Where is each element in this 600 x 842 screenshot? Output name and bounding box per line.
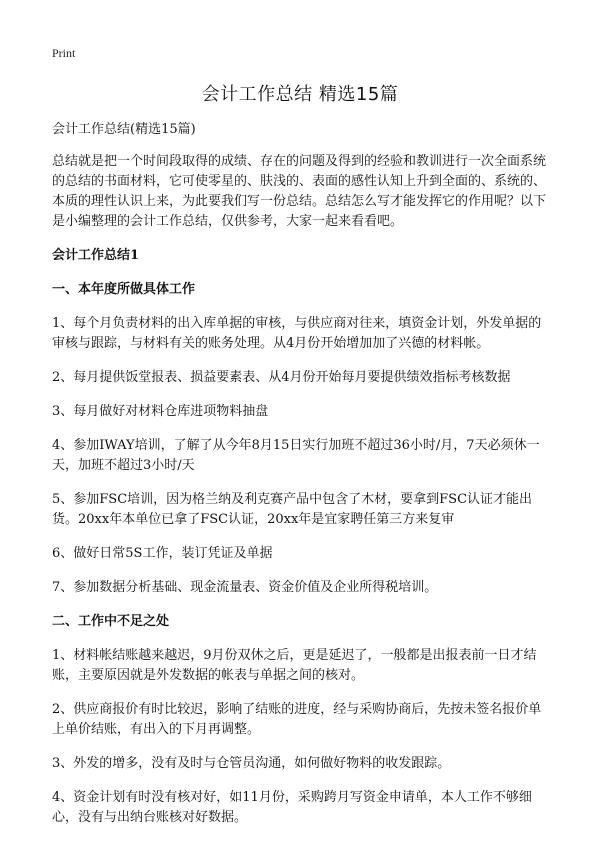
- print-label: Print: [52, 46, 76, 60]
- list-item: 3、外发的增多，没有及时与仓管员沟通，如何做好物料的收发跟踪。: [52, 756, 451, 771]
- list-item: 1、材料帐结账越来越迟，9月份双休之后，更是延迟了，一般都是出报表前一日才结账，主要原因就是外发数据的帐表与单据之间的核对。: [52, 648, 537, 683]
- list-item: 5、参加FSC培训，因为格兰纳及利克赛产品中包含了木材，要拿到FSC认证才能出货。20xx年本单位已拿了FSC认证，20xx年是宜家聘任第三方来复审: [52, 492, 533, 527]
- intro-paragraph: 总结就是把一个时间段取得的成绩、存在的问题及得到的经验和教训进行一次全面系统的总结的书面材料，它可使零星的、肤浅的、表面的感性认知上升到全面的、系统的、本质的理性认识上来，为此要我们写一份总结。总结怎么写才能发挥它的作用呢？以下是小编整理的会计工作总结，仅供参考，大家一起来看看吧。: [52, 154, 547, 229]
- list-item: 7、参加数据分析基础、现金流量表、资金价值及企业所得税培训。: [52, 580, 438, 595]
- section2-heading: 二、工作中不足之处: [52, 614, 170, 629]
- document-body: [52, 120, 548, 842]
- list-item: 2、每月提供饭堂报表、损益要素表、从4月份开始每月要提供绩效指标考核数据: [52, 370, 511, 385]
- list-item: 6、做好日常5S工作，装订凭证及单据: [52, 546, 273, 561]
- summary-heading: 会计工作总结1: [52, 248, 140, 263]
- section1-heading: 一、本年度所做具体工作: [52, 282, 196, 297]
- list-item: 4、资金计划有时没有核对好，如11月份，采购跨月写资金申请单，本人工作不够细心，没有与出纳台账核对好数据。: [52, 790, 532, 825]
- list-item: 4、参加IWAY培训，了解了从今年8月15日实行加班不超过36小时/月，7天必须休一天，加班不超过3小时/天: [52, 438, 540, 473]
- document-subtitle: 会计工作总结(精选15篇): [52, 122, 196, 137]
- list-item: 1、每个月负责材料的出入库单据的审核，与供应商对往来，填资金计划，外发单据的审核与跟踪，与材料有关的账务处理。从4月份开始增加加了兴德的材料帐。: [52, 316, 542, 351]
- list-item: 2、供应商报价有时比较迟，影响了结账的进度，经与采购协商后，先按未签名报价单上单价结账，有出入的下月再调整。: [52, 702, 542, 737]
- page-title: 会计工作总结 精选15篇: [201, 84, 399, 105]
- list-item: 3、每月做好对材料仓库进项物料抽盘: [52, 404, 269, 419]
